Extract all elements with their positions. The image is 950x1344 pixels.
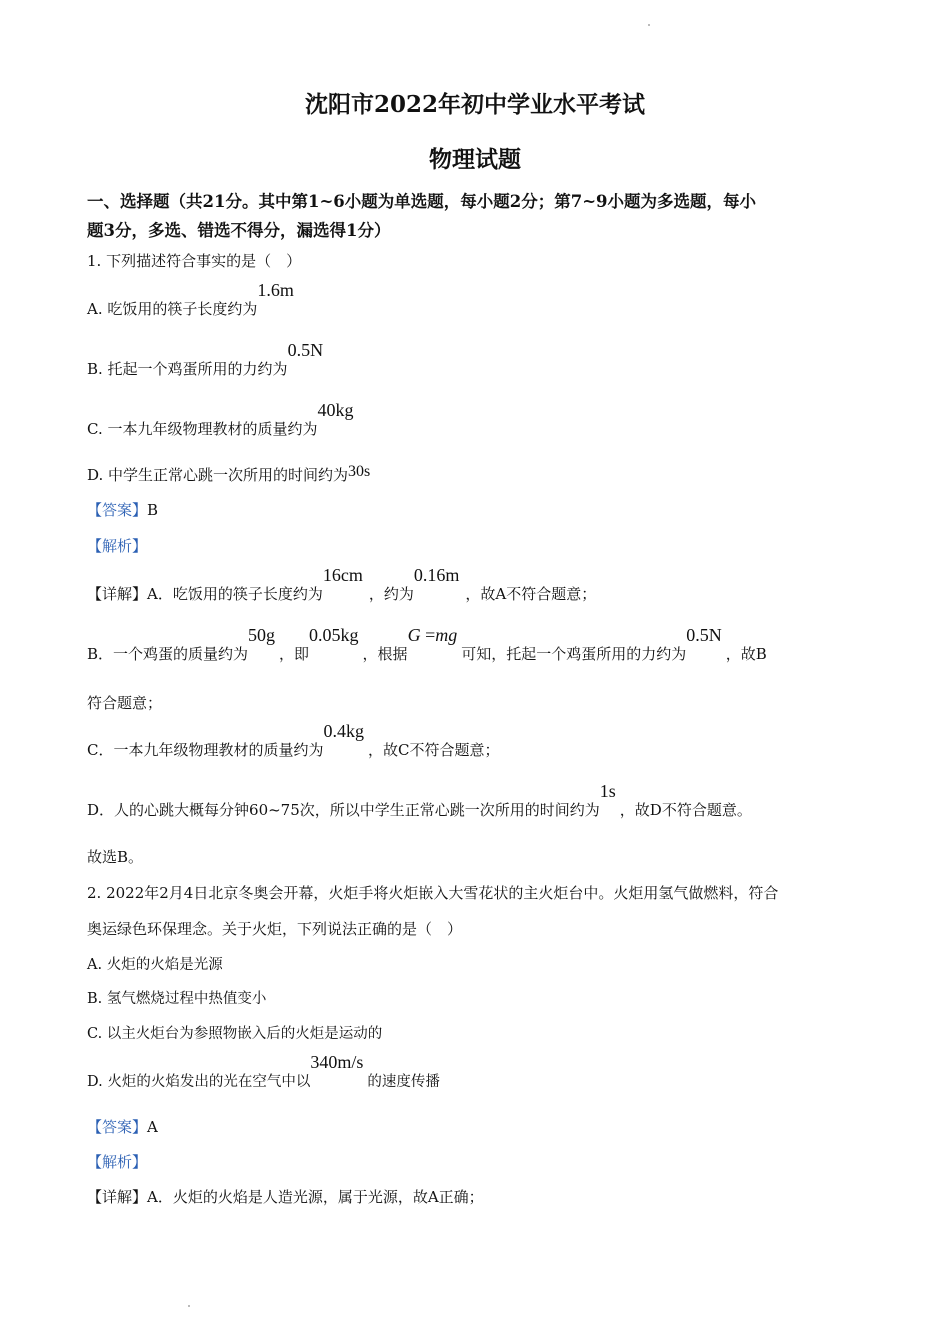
detail-value: 16cm bbox=[322, 565, 363, 585]
answer-tag: 【答案】 bbox=[87, 501, 148, 519]
q1-detail-a bbox=[87, 565, 597, 604]
option-text: 的速度传播 bbox=[367, 1074, 440, 1090]
detail-text: 可知，托起一个鸡蛋所用的力约为 bbox=[461, 645, 687, 663]
q1-conclusion: 故选B。 bbox=[87, 848, 144, 866]
option-value: 40kg bbox=[317, 400, 354, 420]
q2-analysis bbox=[87, 1152, 147, 1172]
detail-text: A．吃饭用的筷子长度约为 bbox=[147, 585, 323, 603]
scan-dot bbox=[648, 24, 650, 26]
detail-text: C．一本九年级物理教材的质量约为 bbox=[87, 741, 324, 759]
q2-option-b: B. 氢气燃烧过程中热值变小 bbox=[87, 991, 267, 1007]
option-value: 0.5N bbox=[287, 340, 324, 360]
detail-text: ，即 bbox=[279, 645, 310, 663]
detail-value: 1s bbox=[599, 781, 616, 801]
q1-analysis bbox=[87, 536, 147, 556]
option-text: D. 火炬的火焰发出的光在空气中以 bbox=[87, 1074, 311, 1090]
detail-text: ，故B bbox=[725, 645, 767, 663]
option-text: C. 一本九年级物理教材的质量约为 bbox=[87, 420, 318, 438]
answer-value: B bbox=[147, 501, 159, 519]
q1-answer bbox=[87, 500, 158, 520]
detail-value: 0.05kg bbox=[309, 625, 359, 645]
q1-detail-b-cont: 符合题意； bbox=[87, 694, 163, 712]
option-text: B. 托起一个鸡蛋所用的力约为 bbox=[87, 360, 288, 378]
q1-option-c bbox=[87, 400, 354, 439]
detail-tag: 【详解】 bbox=[87, 1188, 148, 1206]
answer-value: A bbox=[147, 1118, 158, 1136]
q2-stem-line2: 奥运绿色环保理念。关于火炬，下列说法正确的是（ ） bbox=[87, 920, 463, 938]
detail-value: 0.5N bbox=[686, 625, 722, 645]
detail-text: ，故C不符合题意； bbox=[367, 741, 500, 759]
detail-text: B．一个鸡蛋的质量约为 bbox=[87, 645, 249, 663]
q2-option-a: A. 火炬的火焰是光源 bbox=[87, 957, 223, 973]
formula-lhs: G bbox=[407, 625, 421, 645]
detail-text: A．火炬的火焰是人造光源，属于光源，故A正确； bbox=[147, 1188, 484, 1206]
option-text: A. 吃饭用的筷子长度约为 bbox=[87, 300, 258, 318]
q1-option-d bbox=[87, 465, 370, 486]
exam-title: 沈阳市2022年初中学业水平考试 bbox=[304, 91, 645, 118]
q2-answer bbox=[87, 1117, 158, 1137]
detail-value: 50g bbox=[248, 625, 276, 645]
detail-text: ，故A不符合题意； bbox=[465, 585, 597, 603]
q1-option-b bbox=[87, 340, 324, 379]
q1-stem: 1. 下列描述符合事实的是（ ） bbox=[87, 252, 302, 270]
q1-detail-d bbox=[87, 781, 752, 820]
analysis-tag: 【解析】 bbox=[87, 1153, 148, 1171]
detail-text: ，约为 bbox=[368, 585, 414, 603]
formula-rhs: mg bbox=[435, 625, 458, 645]
option-value: 30s bbox=[348, 463, 371, 480]
formula-eq: = bbox=[420, 625, 436, 645]
section-heading-line2: 题3分，多选、错选不得分，漏选得1分） bbox=[87, 221, 391, 240]
exam-subtitle: 物理试题 bbox=[429, 146, 521, 173]
q1-detail-c bbox=[87, 721, 500, 760]
analysis-tag: 【解析】 bbox=[87, 537, 148, 555]
detail-value: 0.4kg bbox=[323, 721, 364, 741]
q1-detail-b bbox=[87, 625, 767, 664]
answer-tag: 【答案】 bbox=[87, 1118, 148, 1136]
scan-dot bbox=[188, 1305, 190, 1307]
option-value: 1.6m bbox=[257, 280, 294, 300]
section-heading-line1: 一、选择题（共21分。其中第1~6小题为单选题，每小题2分；第7~9小题为多选题，每小 bbox=[87, 192, 757, 211]
detail-text: ，故D不符合题意。 bbox=[619, 801, 752, 819]
q1-option-a bbox=[87, 280, 294, 319]
detail-text: ，根据 bbox=[362, 645, 408, 663]
q2-option-c: C. 以主火炬台为参照物嵌入后的火炬是运动的 bbox=[87, 1026, 383, 1042]
detail-value: 0.16m bbox=[413, 565, 460, 585]
q2-option-d bbox=[87, 1052, 440, 1092]
option-value: 340m/s bbox=[310, 1052, 364, 1072]
option-text: D. 中学生正常心跳一次所用的时间约为 bbox=[87, 466, 349, 484]
detail-tag: 【详解】 bbox=[87, 585, 148, 603]
q2-stem-line1: 2. 2022年2月4日北京冬奥会开幕，火炬手将火炬嵌入大雪花状的主火炬台中。火炬用氢气做燃料，符合 bbox=[87, 884, 779, 902]
q2-detail-a bbox=[87, 1187, 484, 1207]
detail-text: D．人的心跳大概每分钟60~75次，所以中学生正常心跳一次所用的时间约为 bbox=[87, 801, 600, 819]
